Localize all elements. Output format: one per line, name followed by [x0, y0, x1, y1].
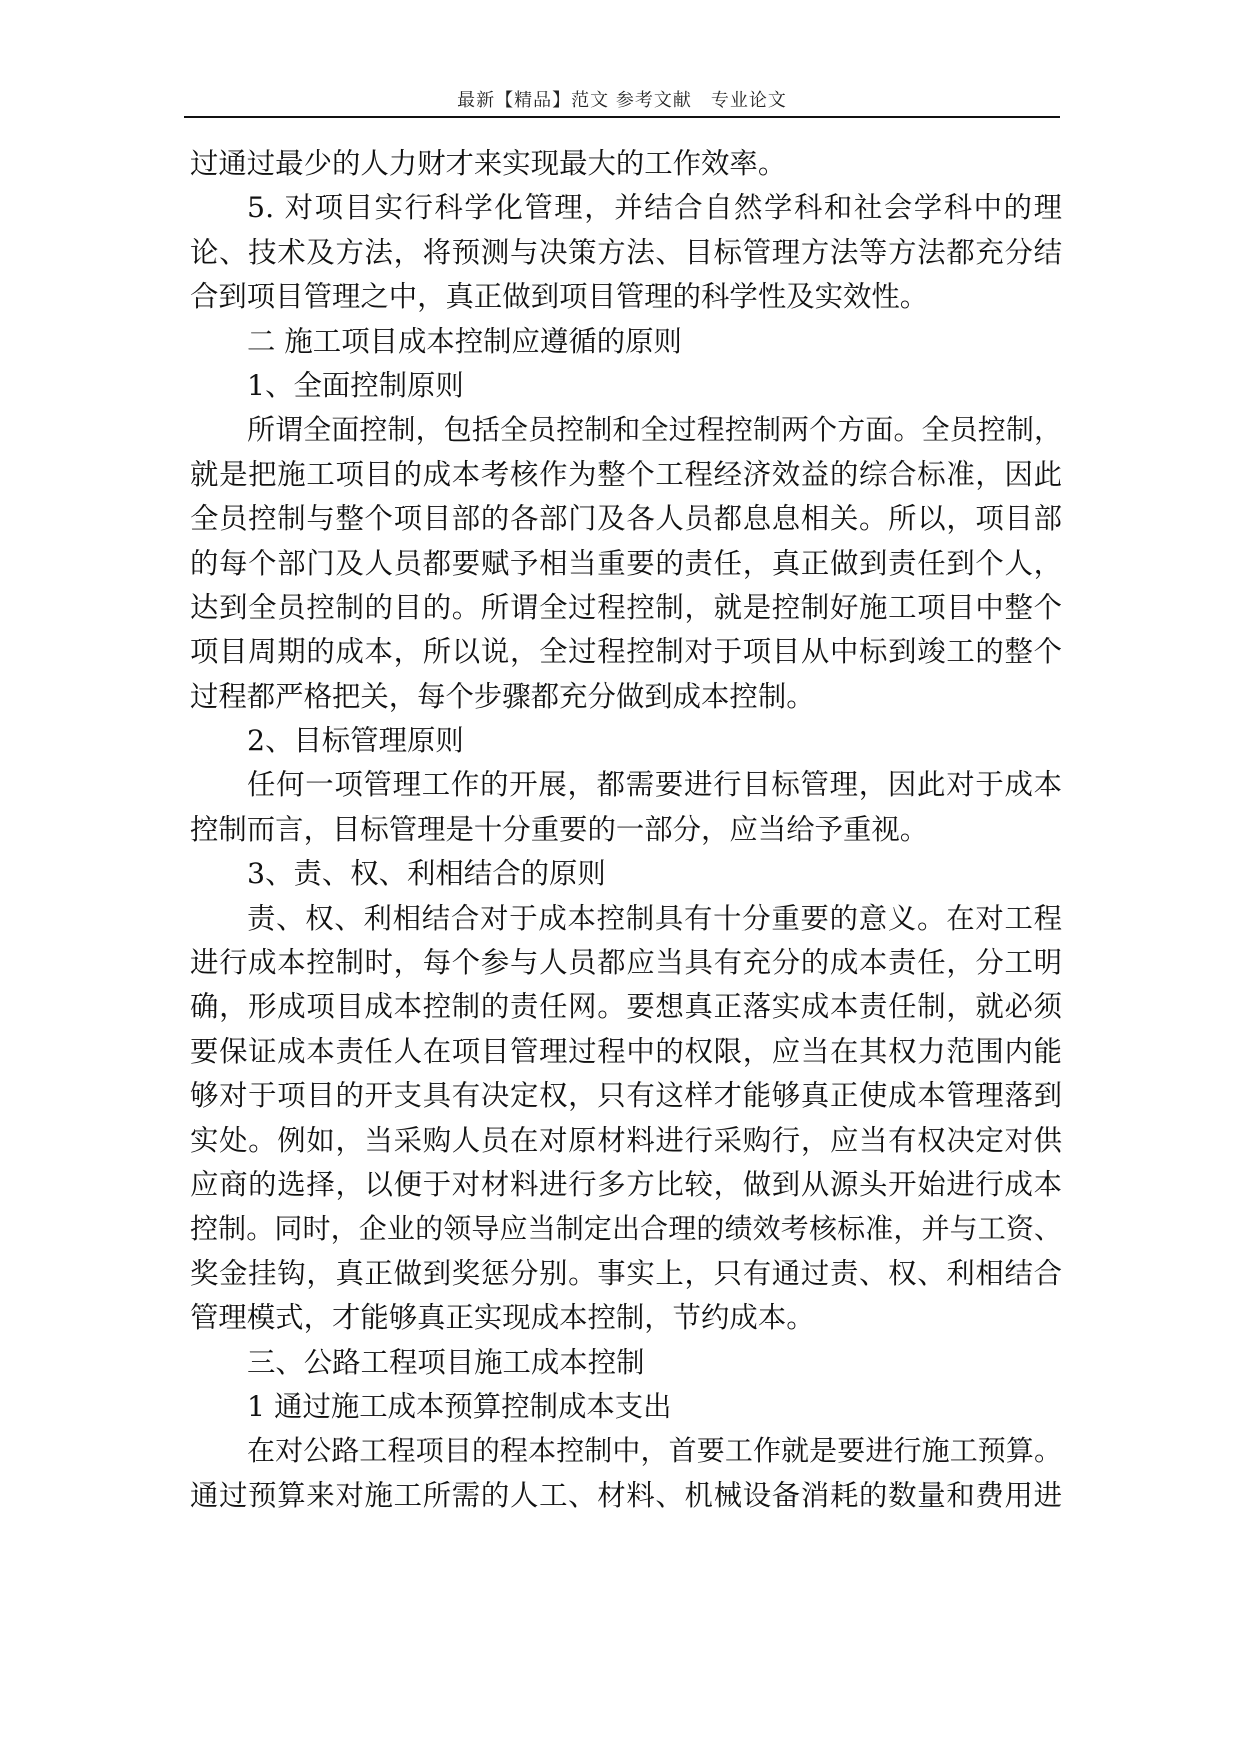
- text-line: 过通过最少的人力财才来实现最大的工作效率。: [190, 147, 787, 180]
- text-line: 实处。例如，当采购人员在对原材料进行采购行，应当有权决定对供: [190, 1123, 1062, 1157]
- text-line: 三、公路工程项目施工成本控制: [247, 1345, 645, 1379]
- page-header: 最新【精品】范文 参考文献 专业论文: [457, 90, 787, 111]
- text-line: 任何一项管理工作的开展，都需要进行目标管理，因此对于成本: [247, 768, 1062, 802]
- text-line: 达到全员控制的目的。所谓全过程控制，就是控制好施工项目中整个: [190, 590, 1062, 624]
- text-line: 管理模式，才能够真正实现成本控制，节约成本。: [190, 1301, 815, 1335]
- document-body: [190, 142, 1062, 1518]
- text-line: 控制。同时，企业的领导应当制定出合理的绩效考核标准，并与工资、: [190, 1212, 1062, 1246]
- text-line: 过程都严格把关，每个步骤都充分做到成本控制。: [190, 679, 815, 713]
- text-line: 5. 对项目实行科学化管理，并结合自然学科和社会学科中的理: [247, 191, 1062, 225]
- text-line: 二 施工项目成本控制应遵循的原则: [247, 324, 682, 358]
- text-line: 要保证成本责任人在项目管理过程中的权限，应当在其权力范围内能: [190, 1034, 1062, 1068]
- text-line: 进行成本控制时，每个参与人员都应当具有充分的成本责任，分工明: [190, 946, 1062, 980]
- text-line: 项目周期的成本，所以说，全过程控制对于项目从中标到竣工的整个: [190, 635, 1062, 669]
- text-line: 2、目标管理原则: [247, 724, 464, 758]
- text-line: 的每个部门及人员都要赋予相当重要的责任，真正做到责任到个人，: [190, 546, 1062, 580]
- text-line: 控制而言，目标管理是十分重要的一部分，应当给予重视。: [190, 812, 929, 846]
- text-line: 论、技术及方法，将预测与决策方法、目标管理方法等方法都充分结: [190, 235, 1062, 269]
- text-line: 全员控制与整个项目部的各部门及各人员都息息相关。所以，项目部: [190, 502, 1062, 536]
- text-line: 通过预算来对施工所需的人工、材料、机械设备消耗的数量和费用进: [190, 1478, 1062, 1512]
- text-line: 够对于项目的开支具有决定权，只有这样才能够真正使成本管理落到: [190, 1079, 1062, 1113]
- text-line: 所谓全面控制，包括全员控制和全过程控制两个方面。全员控制，: [247, 413, 1062, 447]
- text-line: 1、全面控制原则: [247, 368, 464, 402]
- text-line: 奖金挂钩，真正做到奖惩分别。事实上，只有通过责、权、利相结合: [190, 1256, 1062, 1290]
- text-line: 在对公路工程项目的程本控制中，首要工作就是要进行施工预算。: [247, 1434, 1062, 1468]
- text-line: 1 通过施工成本预算控制成本支出: [247, 1389, 672, 1423]
- text-line: 应商的选择，以便于对材料进行多方比较，做到从源头开始进行成本: [190, 1167, 1062, 1201]
- text-line: 责、权、利相结合对于成本控制具有十分重要的意义。在对工程: [247, 901, 1062, 935]
- text-line: 合到项目管理之中，真正做到项目管理的科学性及实效性。: [190, 280, 929, 314]
- header-rule: [184, 116, 1060, 118]
- text-line: 3、责、权、利相结合的原则: [247, 857, 606, 891]
- text-line: 确，形成项目成本控制的责任网。要想真正落实成本责任制，就必须: [190, 990, 1062, 1024]
- text-line: 就是把施工项目的成本考核作为整个工程经济效益的综合标准，因此: [190, 457, 1062, 491]
